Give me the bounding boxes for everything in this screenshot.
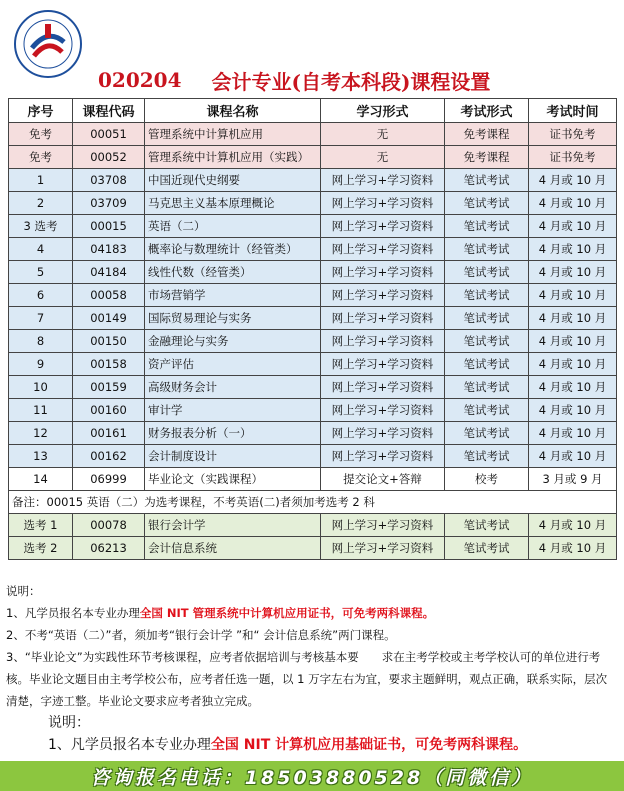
table-row xyxy=(9,307,617,330)
cell-code: 04184 xyxy=(73,261,145,284)
cell-code: 00052 xyxy=(73,146,145,169)
cell-code: 00158 xyxy=(73,353,145,376)
cell-exam: 笔试考试 xyxy=(445,284,529,307)
cell-time: 4 月或 10 月 xyxy=(529,169,617,192)
cell-time: 4 月或 10 月 xyxy=(529,537,617,560)
cell-code: 00150 xyxy=(73,330,145,353)
explanation-item-1-text: 1、凡学员报名本专业办理 xyxy=(6,606,140,620)
education-logo-icon xyxy=(12,8,84,80)
table-row xyxy=(9,376,617,399)
cell-study: 网上学习+学习资料 xyxy=(321,330,445,353)
explanation-section-2 xyxy=(48,712,527,756)
cell-no: 免考 xyxy=(9,146,73,169)
explanation-2-label: 说明： xyxy=(48,715,90,731)
explanation-item-3: 3、“毕业论文”为实践性环节考核课程，应考者依据培训与考核基本要 求在主考学校或主考学校认可的单位进行考核。毕业论文题目由主考学校公布，应考者任选一题，以 1 万字左右为宜，要求主题鲜明，观点正确，联系实际，层次清楚，字迹工整。毕业论文要求应考者独立完成。 xyxy=(6,650,608,708)
cell-name: 会计制度设计 xyxy=(145,445,321,468)
cell-name: 高级财务会计 xyxy=(145,376,321,399)
table-row xyxy=(9,123,617,146)
cell-study: 无 xyxy=(321,146,445,169)
cell-no: 11 xyxy=(9,399,73,422)
cell-code: 00162 xyxy=(73,445,145,468)
cell-time: 4 月或 10 月 xyxy=(529,422,617,445)
cell-no: 1 xyxy=(9,169,73,192)
cell-exam: 笔试考试 xyxy=(445,192,529,215)
cell-name: 市场营销学 xyxy=(145,284,321,307)
cell-study: 网上学习+学习资料 xyxy=(321,238,445,261)
cell-study: 网上学习+学习资料 xyxy=(321,399,445,422)
table-row xyxy=(9,261,617,284)
major-code: 020204 xyxy=(98,68,182,92)
cell-time: 4 月或 10 月 xyxy=(529,353,617,376)
cell-code: 00159 xyxy=(73,376,145,399)
cell-name: 会计信息系统 xyxy=(145,537,321,560)
cell-study: 网上学习+学习资料 xyxy=(321,353,445,376)
table-row xyxy=(9,215,617,238)
cell-study: 网上学习+学习资料 xyxy=(321,215,445,238)
cell-exam: 免考课程 xyxy=(445,146,529,169)
cell-study: 网上学习+学习资料 xyxy=(321,284,445,307)
cell-study: 网上学习+学习资料 xyxy=(321,445,445,468)
cell-no: 13 xyxy=(9,445,73,468)
cell-no: 5 xyxy=(9,261,73,284)
cell-code: 00149 xyxy=(73,307,145,330)
cell-exam: 免考课程 xyxy=(445,123,529,146)
cell-name: 审计学 xyxy=(145,399,321,422)
cell-code: 00051 xyxy=(73,123,145,146)
cell-name: 中国近现代史纲要 xyxy=(145,169,321,192)
cell-no: 选考 2 xyxy=(9,537,73,560)
cell-study: 网上学习+学习资料 xyxy=(321,261,445,284)
cell-name: 概率论与数理统计（经管类） xyxy=(145,238,321,261)
table-row xyxy=(9,192,617,215)
cell-study: 网上学习+学习资料 xyxy=(321,307,445,330)
table-row xyxy=(9,284,617,307)
explanation-item-1 xyxy=(6,602,618,624)
cell-name: 银行会计学 xyxy=(145,514,321,537)
cell-no: 12 xyxy=(9,422,73,445)
cell-name: 财务报表分析（一） xyxy=(145,422,321,445)
cell-exam: 笔试考试 xyxy=(445,169,529,192)
cell-code: 00058 xyxy=(73,284,145,307)
cell-study: 网上学习+学习资料 xyxy=(321,537,445,560)
explanation-item-2: 2、不考“英语（二）”者，须加考“银行会计学 ”和“ 会计信息系统”两门课程。 xyxy=(6,628,396,642)
cell-code: 03708 xyxy=(73,169,145,192)
cell-no: 14 xyxy=(9,468,73,491)
cell-no: 6 xyxy=(9,284,73,307)
cell-exam: 笔试考试 xyxy=(445,238,529,261)
cell-no: 8 xyxy=(9,330,73,353)
cell-code: 06999 xyxy=(73,468,145,491)
cell-no: 2 xyxy=(9,192,73,215)
cell-study: 无 xyxy=(321,123,445,146)
table-row xyxy=(9,399,617,422)
cell-exam: 笔试考试 xyxy=(445,422,529,445)
cell-exam: 校考 xyxy=(445,468,529,491)
header-no: 序号 xyxy=(9,99,73,123)
cell-study: 网上学习+学习资料 xyxy=(321,376,445,399)
cell-study: 网上学习+学习资料 xyxy=(321,192,445,215)
cell-name: 线性代数（经管类） xyxy=(145,261,321,284)
cell-no: 4 xyxy=(9,238,73,261)
cell-name: 马克思主义基本原理概论 xyxy=(145,192,321,215)
table-row xyxy=(9,445,617,468)
cell-time: 4 月或 10 月 xyxy=(529,330,617,353)
table-row xyxy=(9,353,617,376)
cell-code: 03709 xyxy=(73,192,145,215)
header-time: 考试时间 xyxy=(529,99,617,123)
explanation-2-item-1 xyxy=(48,734,527,756)
cell-code: 04183 xyxy=(73,238,145,261)
cell-name: 管理系统中计算机应用（实践） xyxy=(145,146,321,169)
cell-time: 4 月或 10 月 xyxy=(529,307,617,330)
cell-no: 10 xyxy=(9,376,73,399)
cell-code: 06213 xyxy=(73,537,145,560)
cell-exam: 笔试考试 xyxy=(445,514,529,537)
cell-time: 证书免考 xyxy=(529,146,617,169)
cell-code: 00161 xyxy=(73,422,145,445)
cell-exam: 笔试考试 xyxy=(445,215,529,238)
explanation-label: 说明： xyxy=(6,584,41,598)
page-title xyxy=(98,66,490,94)
table-row xyxy=(9,238,617,261)
cell-no: 7 xyxy=(9,307,73,330)
contact-banner xyxy=(0,761,624,791)
explanation-item-1-highlight: 全国 NIT 管理系统中计算机应用证书，可免考两科课程。 xyxy=(139,606,435,620)
cell-time: 4 月或 10 月 xyxy=(529,192,617,215)
cell-exam: 笔试考试 xyxy=(445,307,529,330)
cell-name: 国际贸易理论与实务 xyxy=(145,307,321,330)
course-table xyxy=(8,98,617,560)
cell-code: 00078 xyxy=(73,514,145,537)
table-note-row xyxy=(9,491,617,514)
cell-time: 4 月或 10 月 xyxy=(529,284,617,307)
table-row xyxy=(9,330,617,353)
cell-exam: 笔试考试 xyxy=(445,445,529,468)
cell-no: 免考 xyxy=(9,123,73,146)
table-row xyxy=(9,169,617,192)
table-header-row xyxy=(9,99,617,123)
cell-exam: 笔试考试 xyxy=(445,353,529,376)
cell-study: 网上学习+学习资料 xyxy=(321,514,445,537)
explanation-section xyxy=(6,580,618,712)
cell-time: 4 月或 10 月 xyxy=(529,215,617,238)
cell-exam: 笔试考试 xyxy=(445,376,529,399)
explanation-2-item-1-text: 1、凡学员报名本专业办理 xyxy=(48,737,211,753)
table-row xyxy=(9,146,617,169)
table-row xyxy=(9,514,617,537)
cell-time: 4 月或 10 月 xyxy=(529,514,617,537)
cell-time: 4 月或 10 月 xyxy=(529,376,617,399)
table-row xyxy=(9,537,617,560)
table-row xyxy=(9,422,617,445)
cell-exam: 笔试考试 xyxy=(445,537,529,560)
header-study: 学习形式 xyxy=(321,99,445,123)
cell-time: 4 月或 10 月 xyxy=(529,445,617,468)
explanation-2-item-1-highlight: 全国 NIT 计算机应用基础证书，可免考两科课程。 xyxy=(210,737,528,753)
cell-time: 4 月或 10 月 xyxy=(529,238,617,261)
cell-time: 4 月或 10 月 xyxy=(529,399,617,422)
cell-code: 00160 xyxy=(73,399,145,422)
header-code: 课程代码 xyxy=(73,99,145,123)
cell-exam: 笔试考试 xyxy=(445,399,529,422)
cell-exam: 笔试考试 xyxy=(445,261,529,284)
cell-name: 英语（二） xyxy=(145,215,321,238)
contact-phone: 咨询报名电话：18503880528（同微信） xyxy=(90,766,534,789)
table-note: 备注：00015 英语（二）为选考课程，不考英语(二)者须加考选考 2 科 xyxy=(9,491,617,514)
table-row xyxy=(9,468,617,491)
cell-time: 证书免考 xyxy=(529,123,617,146)
cell-exam: 笔试考试 xyxy=(445,330,529,353)
cell-name: 金融理论与实务 xyxy=(145,330,321,353)
cell-time: 3 月或 9 月 xyxy=(529,468,617,491)
cell-name: 管理系统中计算机应用 xyxy=(145,123,321,146)
cell-no: 选考 1 xyxy=(9,514,73,537)
cell-code: 00015 xyxy=(73,215,145,238)
cell-study: 网上学习+学习资料 xyxy=(321,422,445,445)
cell-time: 4 月或 10 月 xyxy=(529,261,617,284)
cell-study: 网上学习+学习资料 xyxy=(321,169,445,192)
cell-no: 9 xyxy=(9,353,73,376)
major-title: 会计专业(自考本科段)课程设置 xyxy=(211,69,491,94)
cell-no: 3 选考 xyxy=(9,215,73,238)
cell-study: 提交论文+答辩 xyxy=(321,468,445,491)
header-name: 课程名称 xyxy=(145,99,321,123)
cell-name: 毕业论文（实践课程） xyxy=(145,468,321,491)
cell-name: 资产评估 xyxy=(145,353,321,376)
header-exam: 考试形式 xyxy=(445,99,529,123)
